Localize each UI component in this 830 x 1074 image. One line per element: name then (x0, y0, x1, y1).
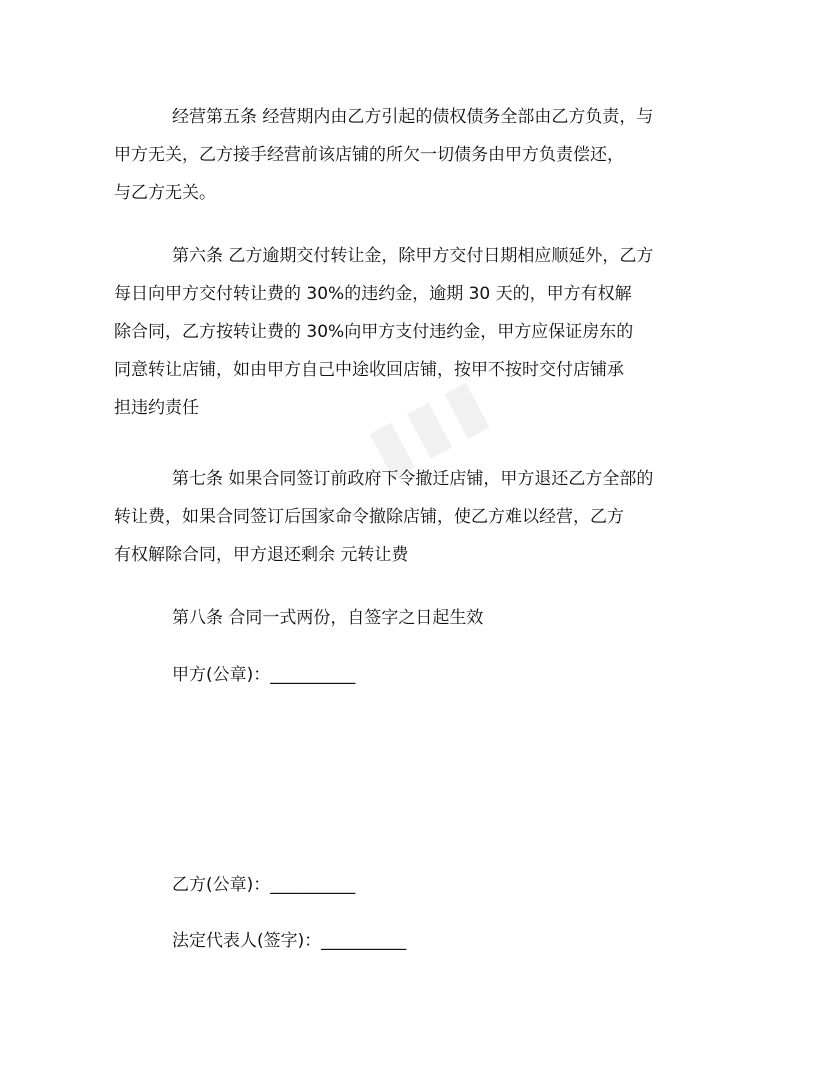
watermark: ▮▮▮ (355, 360, 504, 489)
legal-representative-signature-line: 法定代表人(签字)：__________ (172, 931, 407, 951)
article-8-text: 第八条 合同一式两份，自签字之日起生效 (172, 608, 484, 628)
article-6-line-4: 同意转让店铺，如由甲方自己中途收回店铺，按甲不按时交付店铺承 (114, 360, 624, 380)
article-6-line-1: 第六条 乙方逾期交付转让金，除甲方交付日期相应顺延外，乙方 (172, 246, 654, 266)
article-7-line-1: 第七条 如果合同签订前政府下令撤迁店铺，甲方退还乙方全部的 (172, 469, 654, 489)
article-5-paragraph (114, 98, 714, 212)
article-5-line-2: 甲方无关，乙方接手经营前该店铺的所欠一切债务由甲方负责偿还， (114, 145, 624, 165)
article-7-paragraph (114, 460, 714, 574)
article-6-paragraph (114, 237, 714, 427)
party-b-seal-line: 乙方(公章)：__________ (172, 875, 356, 895)
article-6-line-2: 每日向甲方交付转让费的 30%的违约金，逾期 30 天的，甲方有权解 (114, 284, 632, 304)
article-7-line-3: 有权解除合同，甲方退还剩余 元转让费 (114, 545, 409, 565)
party-a-seal-line: 甲方(公章)：__________ (172, 665, 356, 685)
article-7-line-2: 转让费，如果合同签订后国家命令撤除店铺，使乙方难以经营，乙方 (114, 507, 624, 527)
article-6-line-3: 除合同，乙方按转让费的 30%向甲方支付违约金，甲方应保证房东的 (114, 322, 634, 342)
article-6-line-5: 担违约责任 (114, 398, 199, 418)
article-5-line-3: 与乙方无关。 (114, 183, 216, 203)
article-5-line-1: 经营第五条 经营期内由乙方引起的债权债务全部由乙方负责，与 (172, 107, 654, 127)
